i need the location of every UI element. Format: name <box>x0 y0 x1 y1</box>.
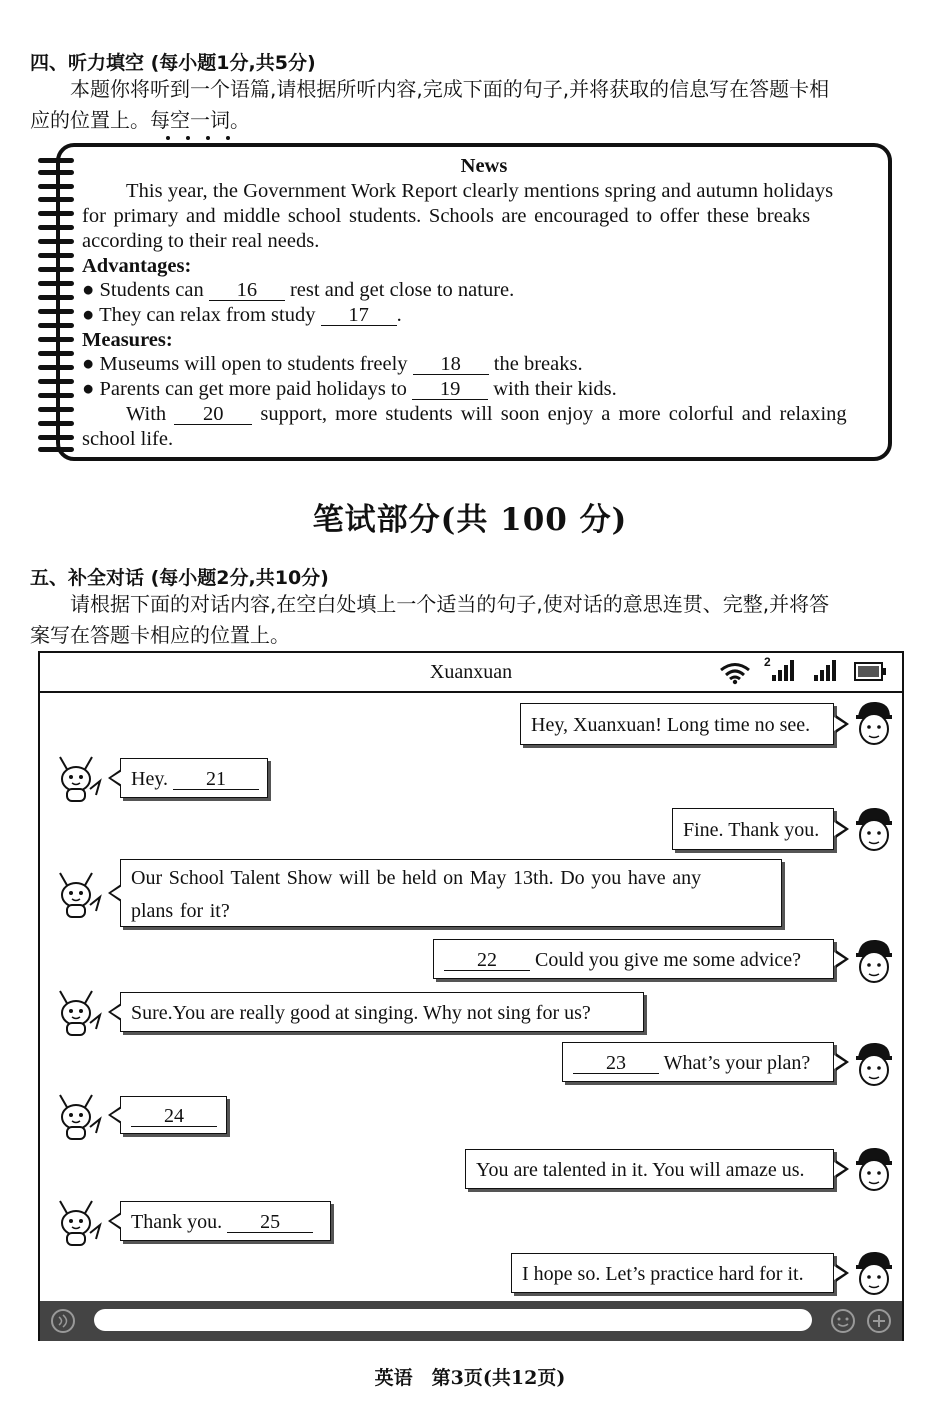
section-4-instructions-line1: 本题你将听到一个语篇,请根据所听内容,完成下面的句子,并将获取的信息写在答题卡相 <box>70 77 830 101</box>
closing-text: support, more students will soon enjoy a more colorful and relaxing <box>260 403 847 425</box>
blank-21: 21 <box>173 769 259 790</box>
emphasis-dot <box>226 136 230 140</box>
signal-icon <box>766 659 794 683</box>
wifi-icon <box>718 661 752 685</box>
chat-message-right: I hope so. Let’s practice hard for it. <box>511 1253 834 1293</box>
message-line: plans for it? <box>131 900 230 922</box>
blank-19: 19 <box>412 379 488 400</box>
blank-24: 24 <box>131 1106 217 1127</box>
advantage-text: . <box>396 304 402 326</box>
news-para-line1: This year, the Government Work Report clearly mentions spring and autumn holidays <box>126 180 834 202</box>
blank-17: 17 <box>321 305 397 326</box>
pikachu-avatar-icon <box>48 985 104 1039</box>
emphasis-dot <box>186 136 190 140</box>
contact-name: Xuanxuan <box>429 661 513 683</box>
advantage-text: They can relax from study <box>99 304 316 326</box>
message-text: Hey. <box>131 768 169 790</box>
chat-header <box>40 653 902 693</box>
measure-text: Museums will open to students freely <box>99 353 408 375</box>
chat-message-right <box>433 939 834 979</box>
boy-avatar-icon <box>854 937 894 985</box>
voice-icon[interactable] <box>50 1308 76 1334</box>
chat-message-right: Fine. Thank you. <box>672 808 834 850</box>
advantage-text: rest and get close to nature. <box>289 279 515 301</box>
pikachu-avatar-icon <box>48 751 104 805</box>
boy-avatar-icon <box>854 805 894 853</box>
measure-item-19: ● Parents can get more paid holidays to 19 with their kids. <box>82 378 617 400</box>
boy-avatar-icon <box>854 1145 894 1193</box>
measures-heading: Measures: <box>82 329 173 351</box>
blank-23: 23 <box>573 1053 659 1074</box>
chat-message-left <box>120 859 782 927</box>
message-line: Our School Talent Show will be held on May 13th. Do you have any <box>131 867 702 889</box>
chat-message-right: You are talented in it. You will amaze us. <box>465 1149 834 1189</box>
chat-message-left <box>120 758 268 798</box>
news-closing-line2: school life. <box>82 428 174 450</box>
measure-text: Parents can get more paid holidays to <box>99 378 407 400</box>
pikachu-avatar-icon <box>48 1195 104 1249</box>
blank-22: 22 <box>444 950 530 971</box>
chat-message-right <box>562 1042 834 1082</box>
message-text: Could you give me some advice? <box>535 949 802 971</box>
chat-phone-frame <box>38 651 904 1341</box>
pikachu-avatar-icon <box>48 867 104 921</box>
advantage-item-17: ● They can relax from study 17 . <box>82 304 402 326</box>
chat-input-bar <box>40 1301 902 1341</box>
written-part-title: 笔试部分(共 100 分) <box>312 502 628 538</box>
chat-message-left <box>120 1096 227 1134</box>
section-5-heading: 五、补全对话 (每小题2分,共10分) <box>30 567 329 589</box>
chat-message-left: Sure.You are really good at singing. Why not sing for us? <box>120 992 644 1032</box>
measure-text: the breaks. <box>493 353 583 375</box>
news-closing-line1 <box>126 403 847 426</box>
chat-message-left <box>120 1201 331 1241</box>
advantage-text: Students can <box>99 279 204 301</box>
signal-icon <box>812 659 840 683</box>
section-5-instructions-line1: 请根据下面的对话内容,在空白处填上一个适当的句子,使对话的意思连贯、完整,并将答 <box>70 592 830 616</box>
blank-18: 18 <box>413 354 489 375</box>
battery-icon <box>854 662 888 682</box>
emphasis-dot <box>206 136 210 140</box>
blank-25: 25 <box>227 1212 313 1233</box>
news-para-line3: according to their real needs. <box>82 230 320 252</box>
boy-avatar-icon <box>854 1040 894 1088</box>
advantages-heading: Advantages: <box>82 255 192 277</box>
section-4-heading: 四、听力填空 (每小题1分,共5分) <box>30 52 316 74</box>
add-icon[interactable] <box>866 1308 892 1334</box>
measure-text: with their kids. <box>493 378 617 400</box>
page-footer: 英语 第3页(共12页) <box>374 1367 566 1389</box>
message-text: What’s your plan? <box>663 1052 811 1074</box>
measure-item-18: ● Museums will open to students freely 18 the breaks. <box>82 353 583 375</box>
emphasis-dot <box>166 136 170 140</box>
blank-16: 16 <box>209 280 285 301</box>
message-input[interactable] <box>94 1309 812 1331</box>
news-title: News <box>460 155 508 177</box>
blank-20: 20 <box>174 404 252 425</box>
news-para-line2: for primary and middle school students. Schools are encouraged to offer these breaks <box>82 205 811 227</box>
chat-message-right: Hey, Xuanxuan! Long time no see. <box>520 703 834 745</box>
signal-label: 2 <box>764 655 771 669</box>
closing-text: With <box>126 403 167 425</box>
boy-avatar-icon <box>854 1249 894 1297</box>
emoji-icon[interactable] <box>830 1308 856 1334</box>
boy-avatar-icon <box>854 699 894 747</box>
section-4-instructions-line2: 应的位置上。每空一词。 <box>30 108 250 132</box>
section-5-instructions-line2: 案写在答题卡相应的位置上。 <box>30 623 290 647</box>
pikachu-avatar-icon <box>48 1089 104 1143</box>
advantage-item-16: ● Students can 16 rest and get close to nature. <box>82 279 515 301</box>
message-text: Thank you. <box>131 1211 223 1233</box>
